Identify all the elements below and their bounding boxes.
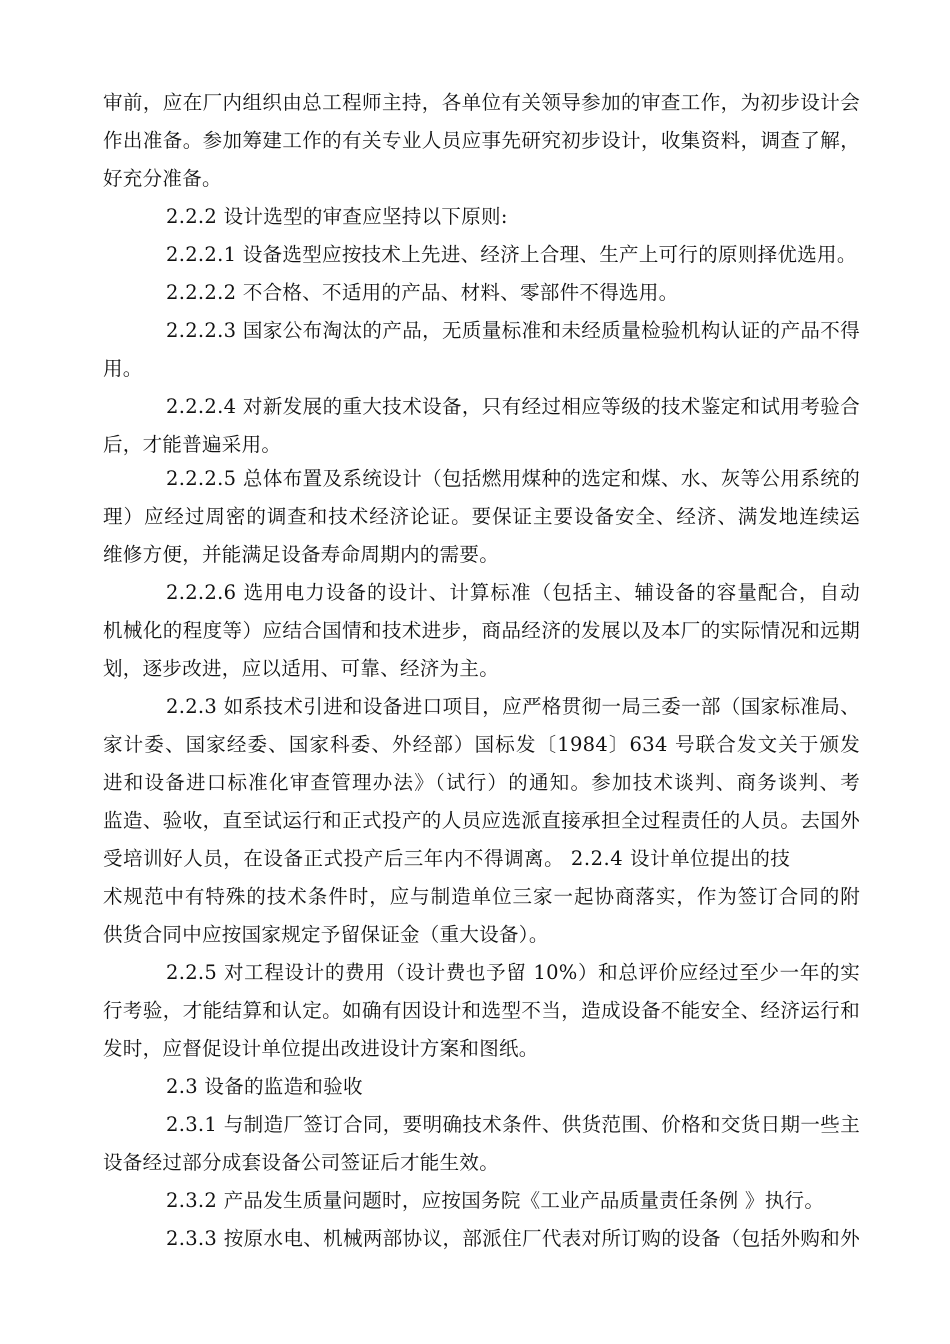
text-line: 好充分准备。 [103, 167, 222, 190]
text-line: 2.2.2.4 对新发展的重大技术设备，只有经过相应等级的技术鉴定和试用考验合 [166, 395, 860, 418]
text-line: 机械化的程度等）应结合国情和技术进步，商品经济的发展以及本厂的实际情况和远期 [103, 619, 860, 642]
text-line: 审前，应在厂内组织由总工程师主持，各单位有关领导参加的审查工作，为初步设计会 [103, 91, 860, 114]
text-line: 术规范中有特殊的技术条件时，应与制造单位三家一起协商落实，作为签订合同的附 [103, 885, 860, 908]
text-line: 2.2.5 对工程设计的费用（设计费也予留 10%）和总评价应经过至少一年的实 [166, 961, 860, 984]
text-line: 家计委、国家经委、国家科委、外经部）国标发〔1984〕634 号联合发文关于颁发 [103, 733, 860, 756]
text-line: 2.2.2.5 总体布置及系统设计（包括燃用煤种的选定和煤、水、灰等公用系统的 [166, 467, 860, 490]
text-line: 2.3.3 按原水电、机械两部协议，部派住厂代表对所订购的设备（包括外购和外 [166, 1227, 860, 1250]
text-line: 行考验，才能结算和认定。如确有因设计和选型不当，造成设备不能安全、经济运行和 [103, 999, 860, 1022]
section-heading: 2.3 设备的监造和验收 [166, 1075, 363, 1098]
text-line: 进和设备进口标准化审查管理办法》（试行）的通知。参加技术谈判、商务谈判、考 [103, 771, 860, 794]
text-line: 设备经过部分成套设备公司签证后才能生效。 [103, 1151, 500, 1174]
text-line: 划，逐步改进，应以适用、可靠、经济为主。 [103, 657, 500, 680]
text-line: 作出准备。参加筹建工作的有关专业人员应事先研究初步设计，收集资料，调查了解， [103, 129, 860, 152]
text-line: 2.3.1 与制造厂签订合同，要明确技术条件、供货范围、价格和交货日期一些主 [166, 1113, 860, 1136]
text-line: 用。 [103, 357, 143, 380]
text-line: 2.3.2 产品发生质量问题时，应按国务院《工业产品质量责任条例 》执行。 [166, 1189, 825, 1212]
text-line: 2.2.3 如系技术引进和设备进口项目，应严格贯彻一局三委一部（国家标准局、 [166, 695, 860, 718]
text-line: 发时，应督促设计单位提出改进设计方案和图纸。 [103, 1037, 539, 1060]
text-line: 维修方便，并能满足设备寿命周期内的需要。 [103, 543, 500, 566]
text-line: 2.2.2.2 不合格、不适用的产品、材料、零部件不得选用。 [166, 281, 679, 304]
text-line: 2.2.2.6 选用电力设备的设计、计算标准（包括主、辅设备的容量配合，自动 [166, 581, 860, 604]
text-line: 受培训好人员，在设备正式投产后三年内不得调离。 2.2.4 设计单位提出的技 [103, 847, 791, 870]
text-line: 2.2.2.3 国家公布淘汰的产品，无质量标准和未经质量检验机构认证的产品不得 [166, 319, 860, 342]
text-line: 2.2.2.1 设备选型应按技术上先进、经济上合理、生产上可行的原则择优选用。 [166, 243, 857, 266]
text-line: 监造、验收，直至试运行和正式投产的人员应选派直接承担全过程责任的人员。去国外 [103, 809, 860, 832]
text-line: 供货合同中应按国家规定予留保证金（重大设备）。 [103, 923, 549, 946]
section-heading: 2.2.2 设计选型的审查应坚持以下原则: [166, 205, 508, 228]
text-line: 后，才能普遍采用。 [103, 433, 282, 456]
text-line: 理）应经过周密的调查和技术经济论证。要保证主要设备安全、经济、满发地连续运 [103, 505, 860, 528]
